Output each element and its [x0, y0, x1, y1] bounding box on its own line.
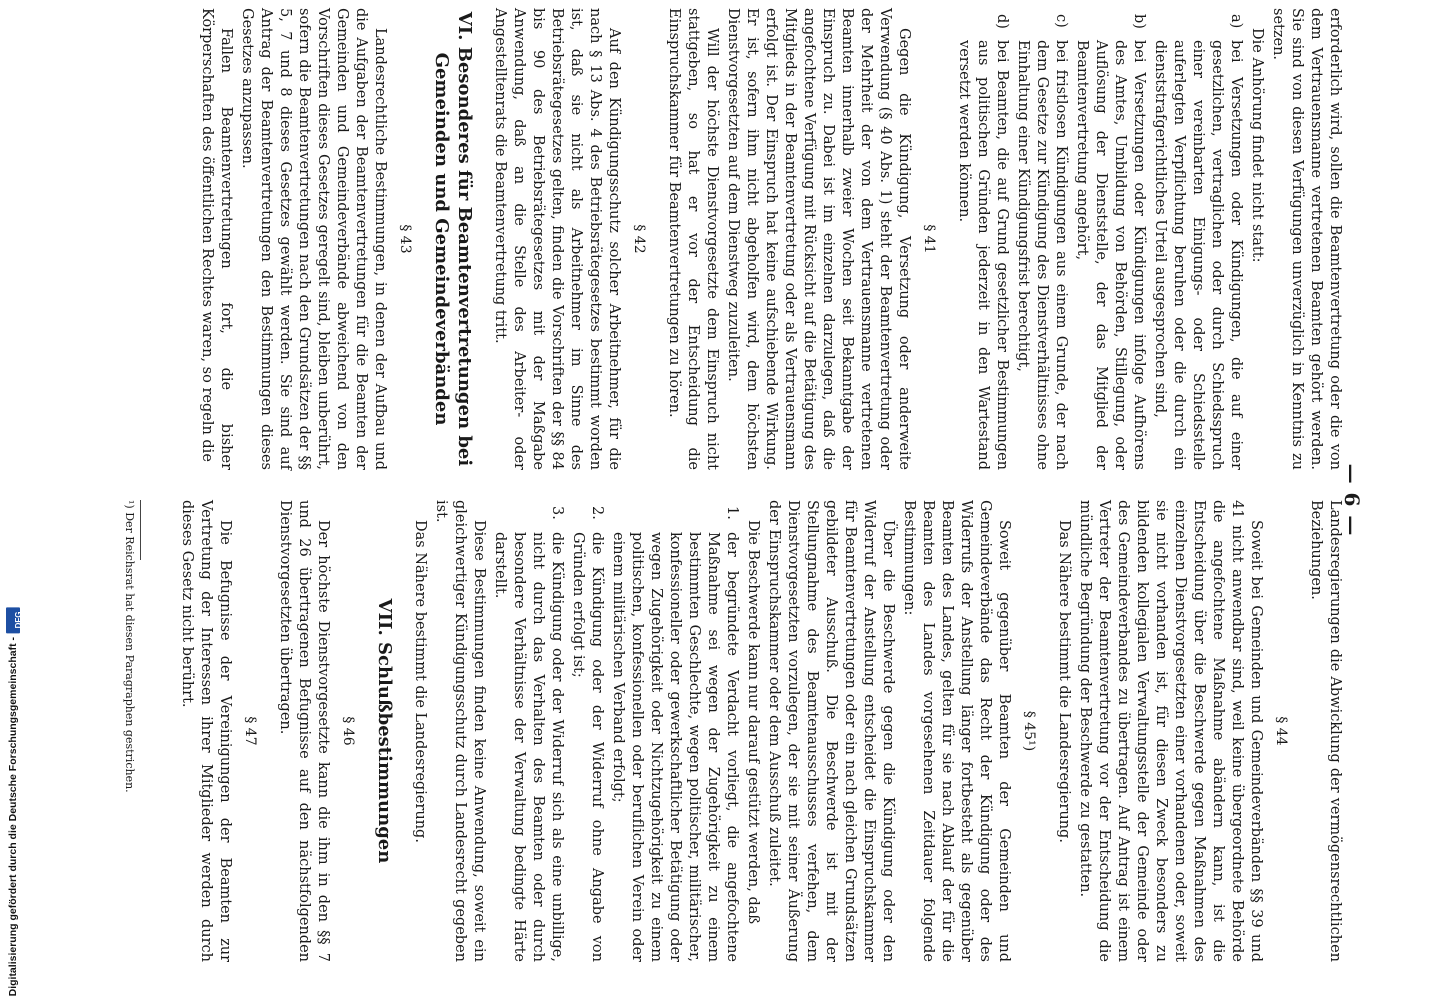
section-heading: § 41 — [921, 224, 937, 254]
section-heading: § 46 — [340, 716, 356, 746]
paragraph: Soweit bei Gemeinden und Gemeindeverbänden §§ 39 und 41 nicht anwendbar sind, weil keine übergeordnete Behörde die angefochtene Maßnahme abändern kann, ist die Entscheidung über die Beschwerde gegen Maßnahmen des einzelnen Dienstvorgesetzten einer vorhandenen oder, soweit sie nicht vorhanden ist, für diesen Zweck besonders zu bildenden kollegialen Verwaltungsstelle der Gemeinde oder des Gemeindeverbandes zu übertragen. Auf Antrag ist einem Vertreter der Beamtenvertretung vor der Entscheidung die mündliche Begründung der Beschwerde zu gestatten. — [1077, 500, 1264, 962]
right-column — [122, 500, 1344, 962]
paragraph: Das Nähere bestimmt die Landesregierung. — [412, 520, 428, 843]
paragraph: Gegen die Kündigung, Versetzung oder anderweite Verwendung (§ 40 Abs. 1) steht der Beamtenvertretung oder der Mehrheit der von dem Vertrauensmanne vertretenen Beamten innerhalb zweier Wochen seit Bekanntgabe der Einspruch zu. Dabei ist im einzelnen darzulegen, daß die angefochtene Verfügung mit Rücksicht auf die Betätigung des Mitglieds in der Beamtenvertretung oder als Vertrauensmann erfolgt ist. Der Einspruch hat keine aufschiebende Wirkung. Er ist, sofern ihm nicht abgeholfen wird, dem höchsten Dienstvorgesetzten auf dem Dienstweg zuzuleiten. — [725, 8, 912, 470]
paragraph: Will der höchste Dienstvorgesetzte dem Einspruch nicht stattgeben, so hat er vor der Entscheidung die Einspruchskammer für Beamtenvertretungen zu hören. — [666, 8, 720, 470]
list-item: c) bei fristlosen Kündigungen aus einem Grunde, der nach dem Gesetze zur Kündigung des Dienstverhältnisses ohne Einhaltung einer Kündigungsfrist berechtigt, — [1015, 14, 1069, 470]
paragraph: Der höchste Dienstvorgesetzte kann die ihm in den §§ 7 und 26 übertragenen Befugnisse auf den nächstfolgenden Dienstvorgesetzten übertragen. — [277, 500, 331, 962]
dfg-logo-icon: DFG — [6, 607, 20, 633]
paragraph: Das Nähere bestimmt die Landesregierung. — [1056, 520, 1072, 843]
continuation-text: erforderlich wird, sollen die Beamtenvertretung oder die von dem Vertrauensmanne vertretenen Beamten gehört werden. Sie sind von diesen Verfügungen unverzüglich in Kenntnis zu setzen. — [1270, 8, 1343, 470]
section-heading: § 44 — [1273, 716, 1289, 746]
exception-list — [954, 8, 1245, 470]
list-item: a) bei Versetzungen oder Kündigungen, die auf einer gesetzlichen, vertraglichen oder durch Schiedsspruch einer vereinbarten Einigungs- oder Schiedsstelle auferlegten Verpflichtung beruhen oder die durch ein dienststrafgerichtliches Urteil ausgesprochen sind, — [1152, 14, 1244, 470]
digitization-credit — [6, 607, 23, 996]
credit-text: Digitalisierung gefördert durch die Deutsche Forschungsgemeinschaft - — [7, 636, 19, 996]
section-heading: § 42 — [631, 224, 647, 254]
chapter-title: VII. Schlußbestimmungen — [374, 598, 395, 864]
paragraph: Über die Beschwerde gegen die Kündigung oder den Widerruf der Anstellung entscheidet die Einspruchskammer für Beamtenvertretungen oder ein nach gleichen Grundsätzen gebildeter Ausschuß. Die Beschwerde ist mit der Stellungnahme des Beamtenausschusses verfehen, dem Dienstvorgesetzten vorzulegen, der sie mit seiner Äußerung der Einspruchskammer oder dem Ausschuß zuleitet. — [766, 500, 896, 962]
paragraph: Landesrechtliche Bestimmungen, in denen der Aufbau und die Aufgaben der Beamtenvertretungen für die Beamten der Gemeinden und Gemeindeverbände abweichend von den Vorschriften dieses Gesetzes geregelt sind, bleiben unberührt, sofern die Beamtenvertretungen nach den Grundsätzen der §§ 5, 7 und 8 dieses Gesetzes gewählt werden. Sie sind auf Antrag der Beamtenvertretungen den Bestimmungen dieses Gesetzes anzupassen. — [239, 8, 388, 470]
chapter-title: VI. Besonderes für Beamtenvertretungen bei Gemeinden und Gemeindeverbänden — [431, 11, 475, 467]
paragraph: Diese Bestimmungen finden keine Anwendung, soweit ein gleichwertiger Kündigungsschutz durch Landesrecht gegeben ist. — [433, 500, 487, 962]
list-item: d) bei Beamten, die auf Grund gesetzlicher Bestimmungen aus politischen Gründen jederzeit in den Wartestand versetzt werden können. — [956, 14, 1010, 470]
section-heading: § 47 — [242, 716, 258, 746]
list-item: 2. die Kündigung oder der Widerruf ohne Angabe von Gründen erfolgt ist; — [570, 506, 605, 962]
section-heading: § 45¹) — [1021, 710, 1037, 752]
continuation-text: Landesregierungen die Abwicklung der vermögensrechtlichen Beziehungen. — [1308, 500, 1343, 962]
footnote: ¹) Der Reichsrat hat diesen Paragraphen gestrichen. — [123, 500, 136, 793]
section-heading: § 43 — [397, 224, 413, 254]
list-item: 3. die Kündigung oder der Widerruf sich als eine unbillige, nicht durch das Verhalten des Beamten oder durch besondere Verhältnisse der Verwaltung bedingte Härte darstellt. — [492, 506, 565, 962]
footnote-divider — [140, 500, 141, 560]
paragraph: Die Anhörung findet nicht statt: — [1249, 28, 1265, 263]
paragraph: Soweit gegenüber Beamten der Gemeinden und Gemeindeverbände das Recht der Kündigung oder des Widerrufs der Anstellung länger fortbesteht als gegenüber Beamten des Landes, gelten für sie nach Ablauf der für die Beamten des Landes vorgesehenen Zeitdauer folgende Bestimmungen: — [901, 500, 1012, 962]
paragraph: Auf den Kündigungsschutz solcher Arbeitnehmer, für die nach § 13 Abs. 4 des Betriebsrätegesetzes bestimmt worden ist, daß sie nicht als Arbeitnehmer im Sinne des Betriebsrätegesetzes gelten, finden die Vorschriften der §§ 84 bis 90 des Betriebsrätegesetzes mit der Maßgabe Anwendung, daß an die Stelle des Arbeiter- oder Angestelltenrats die Beamtenvertretung tritt. — [492, 8, 622, 470]
paragraph: Fallen Beamtenvertretungen fort, die bisher Körperschaften des öffentlichen Rechtes waren, so regeln die — [199, 8, 234, 470]
paragraph: Die Beschwerde kann nur darauf gestützt werden, daß — [745, 520, 761, 925]
list-item: b) bei Versetzungen oder Kündigungen infolge Aufhörens des Amtes, Umbildung von Behörden, Stillegung, oder Auflösung der Dienststelle, der das Mitglied der Beamtenvertretung angehört, — [1074, 14, 1147, 470]
page-number: — 6 — — [1340, 463, 1364, 537]
left-column — [195, 8, 1344, 470]
grounds-list — [490, 500, 741, 962]
paragraph: Die Befugnisse der Vereinigungen der Beamten zur Vertretung der Interessen ihrer Mitglieder werden durch dieses Gesetz nicht berührt. — [179, 500, 233, 962]
list-item: 1. der begründete Verdacht vorliegt, die angefochtene Maßnahme sei wegen der Zugehörigkeit zu einem bestimmten Geschlechte, wegen politischer, militärischer, konfessioneller oder gewerkschaftlicher Betätigung oder wegen Zugehörigkeit oder Nichtzugehörigkeit zu einem politischen, konfessionellen oder beruflichen Verein oder einem militärischen Verband erfolgt; — [610, 506, 740, 962]
